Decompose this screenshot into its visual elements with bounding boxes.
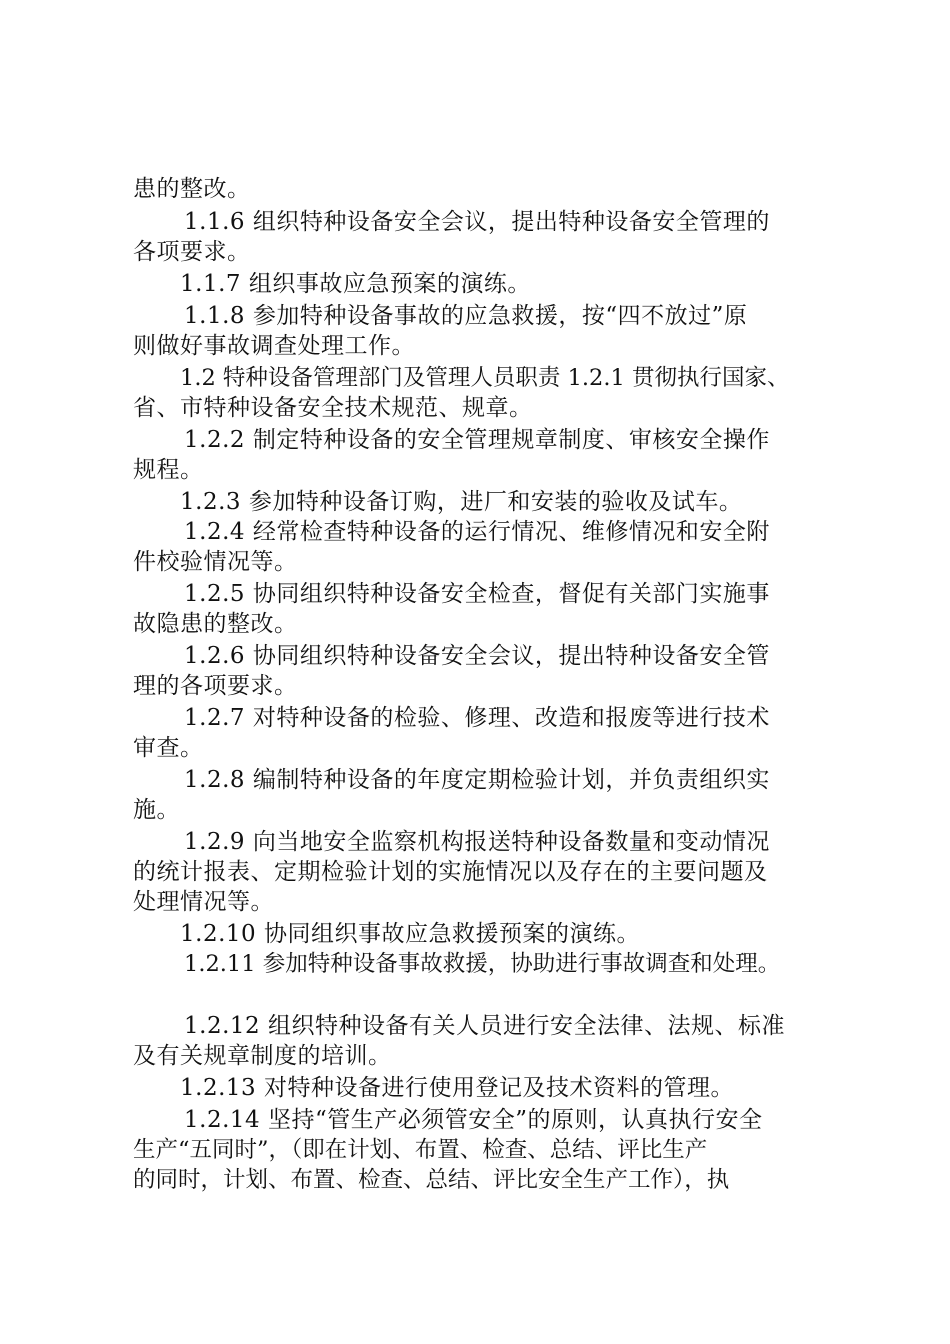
text-line: 1.1.8 参加特种设备事故的应急救援，按“四不放过”原 bbox=[184, 303, 748, 329]
text-line: 1.2.10 协同组织事故应急救援预案的演练。 bbox=[180, 921, 640, 947]
text-line: 1.2.12 组织特种设备有关人员进行安全法律、法规、标准 bbox=[184, 1013, 785, 1039]
text-line: 1.1.7 组织事故应急预案的演练。 bbox=[180, 271, 531, 297]
text-line: 故隐患的整改。 bbox=[133, 611, 298, 637]
text-line: 理的各项要求。 bbox=[133, 673, 298, 699]
text-line: 1.2.6 协同组织特种设备安全会议，提出特种设备安全管 bbox=[184, 643, 770, 669]
text-line: 1.2.8 编制特种设备的年度定期检验计划，并负责组织实 bbox=[184, 767, 770, 793]
text-line: 1.1.6 组织特种设备安全会议，提出特种设备安全管理的 bbox=[184, 209, 770, 235]
text-line: 1.2.4 经常检查特种设备的运行情况、维修情况和安全附 bbox=[184, 519, 770, 545]
text-line: 审查。 bbox=[133, 735, 204, 761]
text-line: 的统计报表、定期检验计划的实施情况以及存在的主要问题及 bbox=[133, 859, 768, 885]
text-line: 及有关规章制度的培训。 bbox=[133, 1043, 392, 1069]
text-line: 1.2 特种设备管理部门及管理人员职责 1.2.1 贯彻执行国家、 bbox=[180, 365, 790, 391]
text-line: 1.2.13 对特种设备进行使用登记及技术资料的管理。 bbox=[180, 1075, 734, 1101]
text-line: 规程。 bbox=[133, 457, 204, 483]
text-line: 的同时，计划、布置、检查、总结、评比安全生产工作），执 bbox=[133, 1167, 730, 1193]
text-line: 患的整改。 bbox=[133, 176, 251, 202]
text-line: 件校验情况等。 bbox=[133, 549, 298, 575]
text-line: 各项要求。 bbox=[133, 239, 251, 265]
text-line: 处理情况等。 bbox=[133, 889, 274, 915]
text-line: 1.2.7 对特种设备的检验、修理、改造和报废等进行技术 bbox=[184, 705, 770, 731]
text-line: 1.2.9 向当地安全监察机构报送特种设备数量和变动情况 bbox=[184, 829, 770, 855]
text-line: 1.2.11 参加特种设备事故救援，协助进行事故调查和处理。 bbox=[184, 951, 781, 977]
text-line: 1.2.5 协同组织特种设备安全检查，督促有关部门实施事 bbox=[184, 581, 770, 607]
text-line: 生产“五同时”，（即在计划、布置、检查、总结、评比生产 bbox=[133, 1137, 708, 1163]
text-line: 1.2.14 坚持“管生产必须管安全”的原则，认真执行安全 bbox=[184, 1107, 763, 1133]
text-line: 省、市特种设备安全技术规范、规章。 bbox=[133, 395, 533, 421]
text-line: 1.2.3 参加特种设备订购，进厂和安装的验收及试车。 bbox=[180, 489, 743, 515]
text-line: 1.2.2 制定特种设备的安全管理规章制度、审核安全操作 bbox=[184, 427, 770, 453]
text-line: 则做好事故调查处理工作。 bbox=[133, 333, 415, 359]
text-line: 施。 bbox=[133, 797, 180, 823]
